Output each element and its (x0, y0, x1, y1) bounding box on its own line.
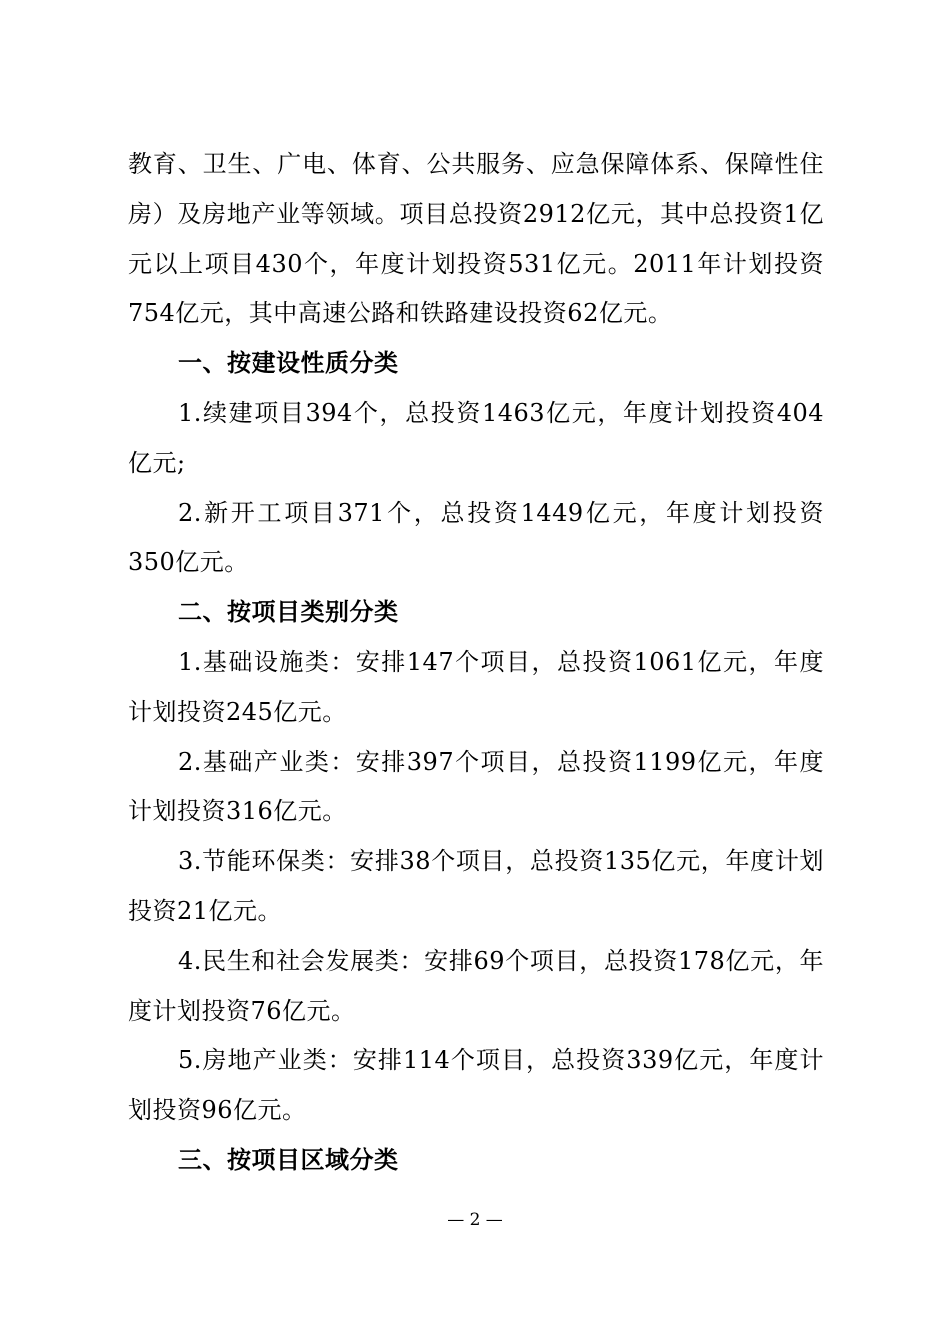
section-heading-project-category: 二、按项目类别分类 (178, 598, 399, 627)
paragraph-basic-industry: 2.基础产业类：安排397个项目，总投资1199亿元，年度计划投资316亿元。 (128, 747, 824, 826)
paragraph-livelihood: 4.民生和社会发展类：安排69个项目，总投资178亿元，年度计划投资76亿元。 (128, 946, 824, 1025)
paragraph-continued-projects: 1.续建项目394个，总投资1463亿元，年度计划投资404亿元; (128, 398, 824, 477)
paragraph-infrastructure: 1.基础设施类：安排147个项目，总投资1061亿元，年度计划投资245亿元。 (128, 647, 824, 726)
section-heading-project-region: 三、按项目区域分类 (178, 1145, 399, 1174)
page-number: — 2 — (447, 1210, 503, 1230)
document-body (128, 140, 824, 1186)
paragraph-real-estate: 5.房地产业类：安排114个项目，总投资339亿元，年度计划投资96亿元。 (128, 1046, 824, 1125)
paragraph-new-projects: 2.新开工项目371个，总投资1449亿元，年度计划投资350亿元。 (128, 498, 824, 577)
intro-paragraph: 教育、卫生、广电、体育、公共服务、应急保障体系、保障性住房）及房地产业等领域。项目总投资2912亿元，其中总投资1亿元以上项目430个，年度计划投资531亿元。2011年计划投资754亿元，其中高速公路和铁路建设投资62亿元。 (128, 150, 824, 328)
section-heading-construction-type: 一、按建设性质分类 (178, 349, 399, 378)
paragraph-energy-saving: 3.节能环保类：安排38个项目，总投资135亿元，年度计划投资21亿元。 (128, 847, 824, 925)
